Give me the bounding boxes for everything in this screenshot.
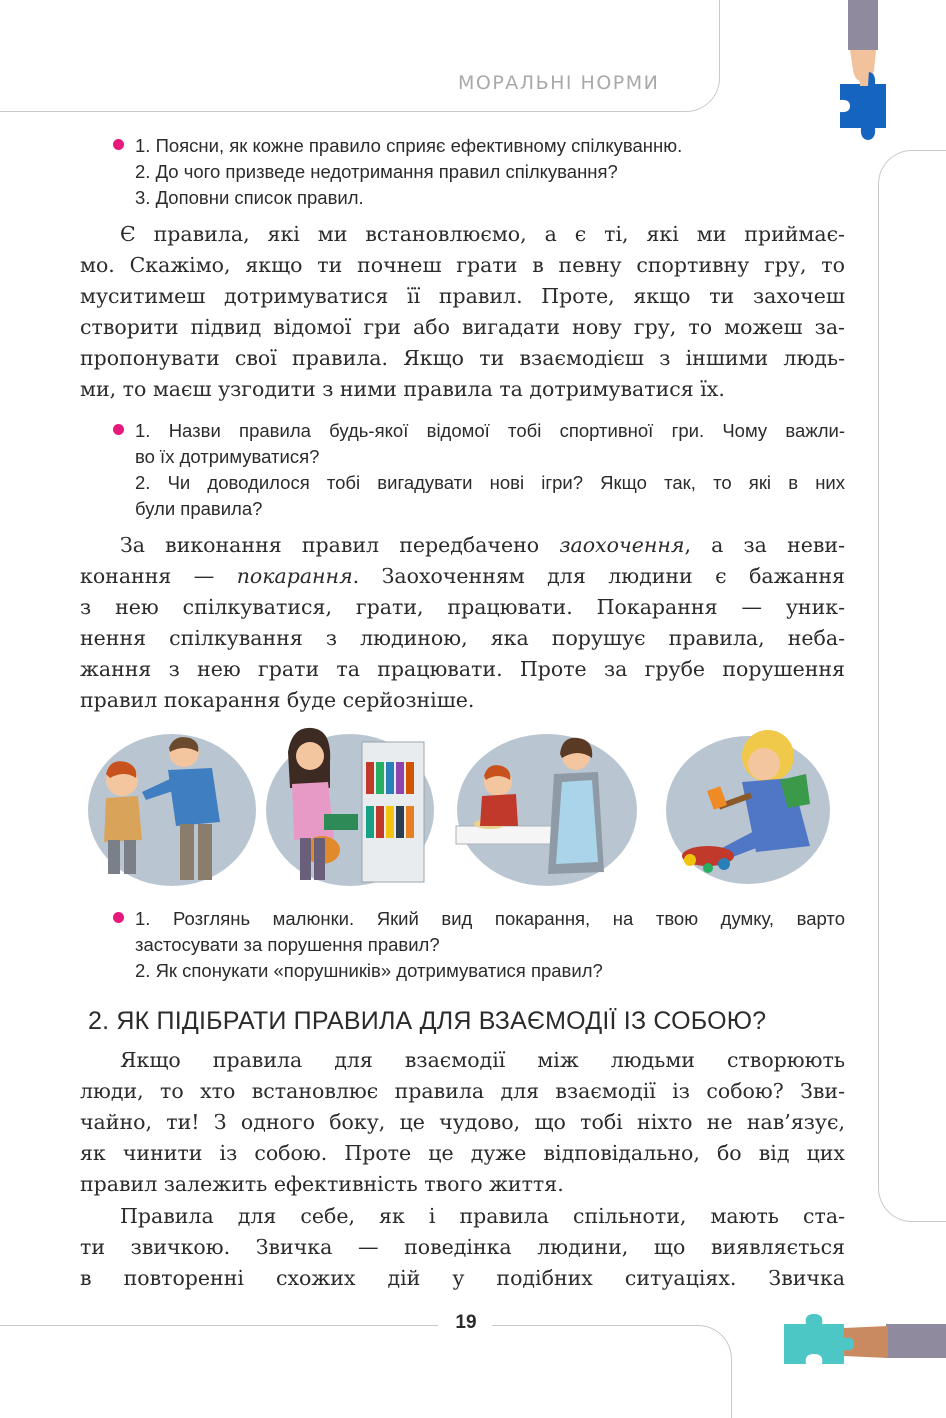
question-line: 1. Назви правила будь-якої відомої тобі спортивної гри. Чому важли- xyxy=(135,420,845,441)
paragraph-line: ти звичкою. Звичка — поведінка людини, що виявляється xyxy=(80,1235,845,1259)
paragraph-line: чайно, ти! З одного боку, це чудово, що тобі ніхто не нав’язує, xyxy=(80,1110,845,1134)
question-line: 1. Поясни, як кожне правило сприяє ефективному спілкуванню. xyxy=(135,135,683,156)
question-line: 2. Чи доводилося тобі вигадувати нові ігри? Якщо так, то які в них xyxy=(135,472,845,493)
question-line: 2. До чого призведе недотримання правил спілкування? xyxy=(135,161,618,182)
paragraph-line: люди, то хто встановлює правила для взаємодії із собою? Зви- xyxy=(80,1079,845,1103)
body-paragraph-4 xyxy=(80,1201,845,1294)
question-line: во їх дотримуватися? xyxy=(135,446,320,467)
question-line: застосувати за порушення правил? xyxy=(135,934,440,955)
body-paragraph-2 xyxy=(80,530,845,716)
paragraph-line: мо. Скажімо, якщо ти почнеш грати в певну спортивну гру, то xyxy=(80,253,845,277)
hand-puzzle-icon xyxy=(828,0,890,150)
side-frame xyxy=(878,150,946,1222)
question-line: 2. Як спонукати «порушників» дотримуватися правил? xyxy=(135,960,603,981)
paragraph-line xyxy=(80,530,845,561)
paragraph-line: створити підвид відомої гри або вигадати нову гру, то можеш за- xyxy=(80,315,845,339)
paragraph-line: в повторенні схожих дій у подібних ситуаціях. Звичка xyxy=(80,1266,845,1290)
illustration-girl-library xyxy=(262,722,440,888)
footer-frame-right xyxy=(492,1325,732,1418)
section-heading: 2. ЯК ПІДІБРАТИ ПРАВИЛА ДЛЯ ВЗАЄМОДІЇ ІЗ СОБОЮ? xyxy=(88,1007,767,1035)
illustration-boy-hammer xyxy=(660,718,832,888)
bullet-marker xyxy=(113,139,124,150)
paragraph-line: Є правила, які ми встановлюємо, а є ті, які ми приймає- xyxy=(120,222,845,246)
term-encouragement: заохочення xyxy=(559,533,685,557)
questions-block-1 xyxy=(135,133,845,211)
paragraph-line: з нею спілкуватися, грати, працювати. Покарання — уник- xyxy=(80,595,845,619)
hand-puzzle-icon xyxy=(782,1314,946,1370)
body-paragraph-1 xyxy=(80,219,845,405)
paragraph-line xyxy=(80,561,845,592)
paragraph-line: муситимеш дотримуватися її правил. Проте, якщо ти захочеш xyxy=(80,284,845,308)
paragraph-line: правил покарання буде серйозніше. xyxy=(80,688,475,712)
paragraph-line: правил залежить ефективність твого життя. xyxy=(80,1172,564,1196)
body-paragraph-3 xyxy=(80,1045,845,1200)
page-number: 19 xyxy=(455,1312,477,1333)
paragraph-line: жання з нею грати та працювати. Проте за грубе порушення xyxy=(80,657,845,681)
paragraph-line: як чинити із собою. Проте це дуже відповідально, бо від цих xyxy=(80,1141,845,1165)
questions-block-3 xyxy=(135,906,845,984)
header-frame xyxy=(0,0,720,112)
question-line: 3. Доповни список правил. xyxy=(135,187,364,208)
bullet-marker xyxy=(113,424,124,435)
bullet-marker xyxy=(113,912,124,923)
paragraph-line: Правила для себе, як і правила спільноти, мають ста- xyxy=(120,1204,845,1228)
paragraph-text: , а за неви- xyxy=(684,533,845,557)
footer-rule-left xyxy=(0,1325,438,1326)
illustration-mother-child-table xyxy=(452,722,642,888)
paragraph-line: нення спілкування з людиною, яка порушує правила, неба- xyxy=(80,626,845,650)
paragraph-text: конання — xyxy=(80,564,237,588)
questions-block-2 xyxy=(135,418,845,522)
running-head: МОРАЛЬНІ НОРМИ xyxy=(458,72,660,94)
paragraph-text: За виконання правил передбачено xyxy=(120,533,560,557)
paragraph-text: . Заохоченням для людини є бажання xyxy=(352,564,845,588)
term-punishment: покарання xyxy=(236,564,353,588)
paragraph-line: ми, то маєш узгодити з ними правила та дотримуватися їх. xyxy=(80,377,725,401)
paragraph-line: пропонувати свої правила. Якщо ти взаємодієш з іншими людь- xyxy=(80,346,845,370)
illustration-boy-scolded xyxy=(80,722,258,888)
question-line: 1. Розглянь малюнки. Який вид покарання, на твою думку, варто xyxy=(135,908,845,929)
paragraph-line: Якщо правила для взаємодії між людьми створюють xyxy=(120,1048,845,1072)
question-line: були правила? xyxy=(135,498,263,519)
